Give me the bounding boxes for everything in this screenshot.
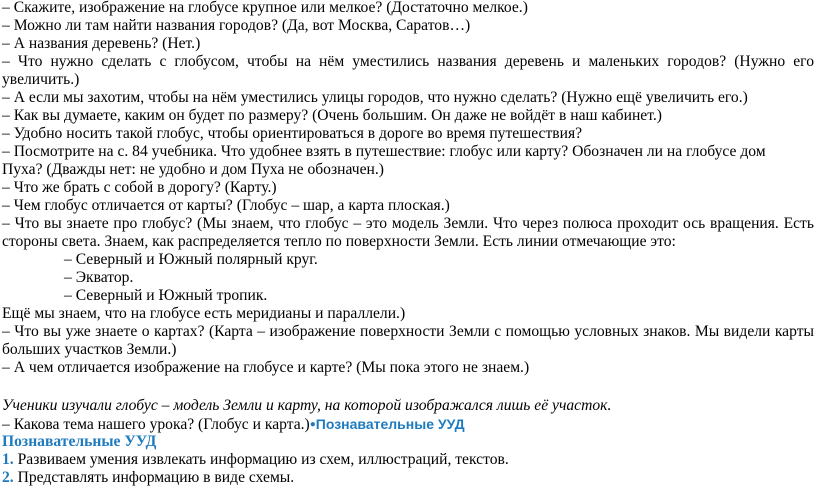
- dialogue-line-14: стороны света. Знаем, как распределяется тепло по поверхности Земли. Есть линии отмечающие это:: [2, 233, 676, 250]
- after-line-4: – А чем отличается изображение на глобусе и карте? (Мы пока этого не знаем.): [2, 359, 530, 376]
- dialogue-line-1: – Скажите, изображение на глобусе крупное или мелкое? (Достаточно мелкое.): [2, 0, 528, 16]
- uud-item-text: Развиваем умения извлекать информацию из схем, иллюстраций, текстов.: [17, 451, 509, 468]
- uud-item-2: [2, 469, 294, 487]
- dialogue-line-8: – Удобно носить такой глобус, чтобы ориентироваться в дороге во время путешествия?: [2, 125, 583, 142]
- dialogue-line-6: – А если мы захотим, чтобы на нём уместились улицы городов, что нужно сделать? (Нужно ещё увеличить его.): [2, 89, 748, 106]
- list-item-tropic: – Северный и Южный тропик.: [64, 287, 268, 304]
- dialogue-line-11: – Что же брать с собой в дорогу? (Карту.): [2, 179, 277, 196]
- after-line-3: больших участков Земли.): [2, 341, 177, 358]
- uud-inline-label: Познавательные УУД: [315, 416, 465, 432]
- uud-item-number: 1.: [2, 451, 14, 468]
- uud-item-number: 2.: [2, 469, 14, 486]
- dialogue-line-2: – Можно ли там найти названия городов? (Да, вот Москва, Саратов…): [2, 17, 471, 34]
- uud-heading: Познавательные УУД: [2, 433, 157, 450]
- after-line-1: Ещё мы знаем, что на глобусе есть меридианы и параллели.): [2, 305, 406, 322]
- dialogue-line-10: Пуха? (Дважды нет: не удобно и дом Пуха не обозначен.): [2, 161, 384, 178]
- after-line-2: – Что вы уже знаете о картах? (Карта – изображение поверхности Земли с помощью условных знаков. Мы видели карты: [2, 323, 814, 340]
- topic-question: – Какова тема нашего урока? (Глобус и карта.): [2, 416, 310, 433]
- dialogue-line-7: – Как вы думаете, каким он будет по размеру? (Очень большим. Он даже не войдёт в наш кабинет.): [2, 107, 662, 124]
- list-item-equator: – Экватор.: [64, 269, 134, 286]
- dialogue-line-3: – А названия деревень? (Нет.): [2, 35, 201, 52]
- uud-item-text: Представлять информацию в виде схемы.: [17, 469, 295, 486]
- dialogue-line-5: увеличить.): [2, 71, 80, 88]
- dialogue-line-12: – Чем глобус отличается от карты? (Глобус – шар, а карта плоская.): [2, 197, 450, 214]
- dialogue-line-4: – Что нужно сделать с глобусом, чтобы на нём уместились названия деревень и маленьких городов? (Нужно его: [2, 53, 814, 70]
- dialogue-line-9: – Посмотрите на с. 84 учебника. Что удобнее взять в путешествие: глобус или карту? Обозначен ли на глобусе дом: [2, 143, 766, 160]
- italic-summary: Ученики изучали глобус – модель Земли и карту, на которой изображался лишь её участок.: [2, 397, 612, 414]
- dialogue-line-13: – Что вы знаете про глобус? (Мы знаем, что глобус – это модель Земли. Что через полюса проходит ось вращения. Есть: [2, 215, 814, 232]
- list-item-polar: – Северный и Южный полярный круг.: [64, 251, 318, 268]
- bullet-icon: ●: [309, 419, 316, 430]
- uud-item-1: [2, 451, 509, 469]
- topic-line: [2, 415, 465, 434]
